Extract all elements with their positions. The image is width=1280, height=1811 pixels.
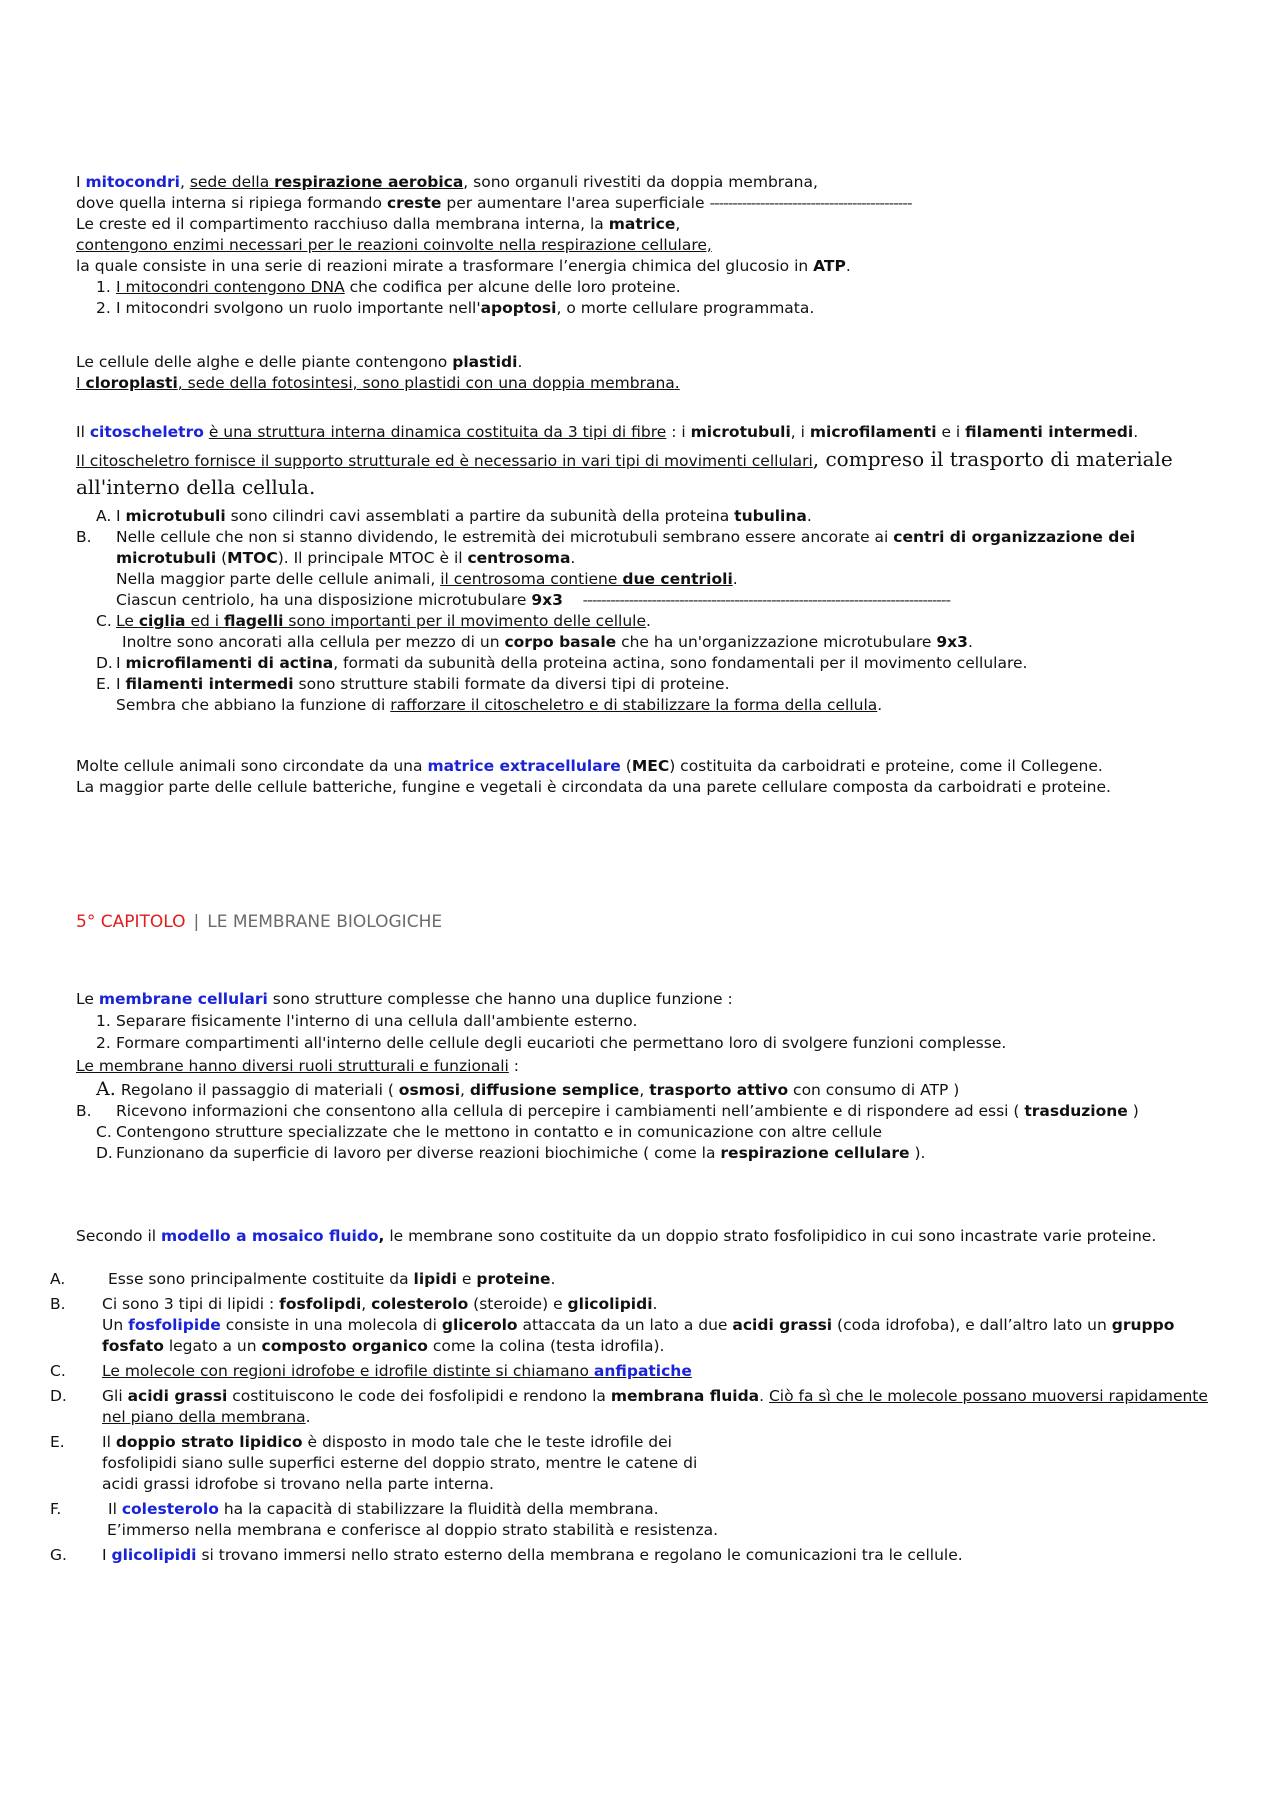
- text: Nella maggior parte delle cellule animali,: [116, 570, 441, 588]
- paragraph: [76, 172, 1216, 193]
- term-microtubuli: microtubuli: [125, 507, 226, 525]
- plastids-section: [76, 352, 1216, 394]
- term-mtoc: MTOC: [227, 549, 278, 567]
- term-fosfolipidi: fosfolipdi: [279, 1295, 362, 1313]
- list-item: [96, 1143, 1216, 1164]
- text: dove quella interna si ripiega formando: [76, 194, 387, 212]
- list-letter: B.: [76, 528, 92, 546]
- list-item: [50, 1386, 1216, 1428]
- paragraph: La maggior parte delle cellule batteriche, fungine e vegetali è circondata da una parete cellulare composta da carboidrati e proteine.: [76, 778, 1111, 796]
- term-membrane-cellulari: membrane cellulari: [98, 990, 268, 1008]
- text: .: [550, 1270, 556, 1288]
- text: .: [845, 257, 851, 275]
- text: consiste in una molecola di: [220, 1316, 442, 1334]
- list-letter: C.: [96, 612, 112, 630]
- term-matrice: matrice: [608, 215, 676, 233]
- term-trasduzione: trasduzione: [1024, 1102, 1128, 1120]
- text: (steroide) e: [468, 1295, 568, 1313]
- list-item-continuation: [96, 695, 1216, 716]
- text: ha la capacità di stabilizzare la fluidità della membrana.: [218, 1500, 659, 1518]
- text: sono importanti per il movimento delle cellule: [283, 612, 647, 630]
- term-colesterolo: colesterolo: [371, 1295, 469, 1313]
- text: I: [102, 1546, 112, 1564]
- text: I: [76, 374, 86, 392]
- text: Ci sono 3 tipi di lipidi :: [102, 1295, 280, 1313]
- text: ).: [909, 1144, 926, 1162]
- text: Le molecole con regioni idrofobe e idrofile distinte si chiamano: [102, 1362, 594, 1380]
- text: I: [116, 675, 126, 693]
- underlined-text: Ciò fa sì che le molecole possano muoversi rapidamente nel piano della membrana: [102, 1387, 1208, 1426]
- list-item-continuation: [96, 569, 1216, 590]
- text: acidi grassi idrofobe si trovano nella parte interna.: [102, 1475, 494, 1493]
- text: Nelle cellule che non si stanno dividendo, le estremità dei microtubuli sembrano essere ancorate ai: [116, 528, 894, 546]
- term-osmosi: osmosi: [398, 1081, 461, 1099]
- term-colesterolo: colesterolo: [121, 1500, 219, 1518]
- list-item: [50, 1361, 1216, 1382]
- list-letter: D.: [96, 654, 113, 672]
- text: ,: [639, 1081, 650, 1099]
- dash-line: --------------------------------------------: [709, 194, 912, 212]
- list-letter: E.: [96, 675, 111, 693]
- list-item: [50, 1545, 1216, 1566]
- list-letter: F.: [50, 1500, 62, 1518]
- term-acidi-grassi: acidi grassi: [127, 1387, 228, 1405]
- list-letter: B.: [76, 1102, 92, 1120]
- text: .: [806, 507, 812, 525]
- underlined-paragraph: [76, 373, 1216, 394]
- term-microfilamenti: microfilamenti: [809, 423, 937, 441]
- membranes-section: [76, 989, 1216, 1164]
- text: sono strutture complesse che hanno una duplice funzione :: [267, 990, 733, 1008]
- text: per aumentare l'area superficiale: [441, 194, 710, 212]
- dash-line: --------------------------------------------------------------------------------: [582, 591, 951, 609]
- term-centrosoma: centrosoma: [467, 549, 571, 567]
- list-item: [50, 1432, 1216, 1495]
- text: .: [967, 633, 973, 651]
- list-number: 2.: [96, 299, 111, 317]
- text: ). Il principale MTOC è il: [277, 549, 468, 567]
- term-fosfolipide: fosfolipide: [128, 1316, 221, 1334]
- underlined-text: Il citoscheletro fornisce il supporto strutturale ed è necessario in vari tipi di movimenti cellulari: [76, 452, 813, 470]
- term-centri-organizzazione: centri di organizzazione dei microtubuli: [116, 528, 1136, 567]
- term-filamenti-intermedi: filamenti intermedi: [125, 675, 294, 693]
- list-letter: C.: [96, 1123, 112, 1141]
- paragraph: [76, 193, 1216, 214]
- list-item: [96, 1010, 1216, 1032]
- list-letter: C.: [50, 1362, 66, 1380]
- term-mec: MEC: [631, 757, 670, 775]
- text: attaccata da un lato a due: [517, 1316, 733, 1334]
- text: e: [456, 1270, 477, 1288]
- underlined-text: Le membrane hanno diversi ruoli strutturali e funzionali: [76, 1057, 509, 1075]
- text: .: [517, 353, 523, 371]
- list-item: [50, 1499, 1216, 1541]
- text: I: [116, 654, 126, 672]
- underlined-paragraph: contengono enzimi necessari per le reazioni coinvolte nella respirazione cellulare,: [76, 236, 712, 254]
- text: (coda idrofoba), e dall’altro lato un: [832, 1316, 1112, 1334]
- list-item: [96, 653, 1216, 674]
- text: sede della: [189, 173, 275, 191]
- text: : i: [666, 423, 691, 441]
- list-item: [96, 277, 1216, 298]
- text: Ciascun centriolo, ha una disposizione microtubulare: [116, 591, 532, 609]
- underlined-text: [116, 612, 646, 630]
- term-lipidi: lipidi: [413, 1270, 457, 1288]
- text: .: [652, 1295, 658, 1313]
- text: Un: [102, 1316, 129, 1334]
- term-respirazione-cellulare: respirazione cellulare: [720, 1144, 910, 1162]
- lettered-list: [76, 1079, 1216, 1164]
- term-ciglia: ciglia: [138, 612, 186, 630]
- text: .: [877, 696, 883, 714]
- text: Secondo il: [76, 1227, 161, 1245]
- text: E’immerso nella membrana e conferisce al doppio strato stabilità e resistenza.: [106, 1521, 719, 1539]
- underlined-text: rafforzare il citoscheletro e di stabilizzare la forma della cellula: [390, 696, 878, 714]
- list-item: [96, 298, 1216, 319]
- text: Le creste ed il compartimento racchiuso dalla membrana interna, la: [76, 215, 609, 233]
- text: Ricevono informazioni che consentono alla cellula di percepire i cambiamenti nell’ambiente e di rispondere ad essi (: [116, 1102, 1025, 1120]
- underlined-text: [440, 570, 733, 588]
- text: Inoltre sono ancorati alla cellula per mezzo di un: [122, 633, 505, 651]
- term-cloroplasti: cloroplasti: [85, 374, 178, 392]
- term-mitocondri: mitocondri: [85, 173, 180, 191]
- paragraph: [76, 214, 1216, 235]
- text: ) costituita da carboidrati e proteine, come il Collegene.: [669, 757, 1103, 775]
- term-due-centrioli: due centrioli: [622, 570, 733, 588]
- list-letter: A.: [96, 1078, 116, 1100]
- list-number: 1.: [96, 1012, 111, 1030]
- lettered-list: [50, 1269, 1216, 1566]
- list-item: [50, 1269, 1216, 1290]
- paragraph: [76, 256, 1216, 277]
- term-gruppo-fosfato: gruppo fosfato: [102, 1316, 1175, 1355]
- text: sono cilindri cavi assemblati a partire da subunità della proteina: [225, 507, 735, 525]
- list-number: 2.: [96, 1034, 111, 1052]
- term-flagelli: flagelli: [223, 612, 284, 630]
- ecm-section: [76, 756, 1216, 798]
- text: , formati da subunità della proteina actina, sono fondamentali per il movimento cellulare.: [333, 654, 1028, 672]
- list-item-continuation: [96, 590, 1216, 611]
- underlined-text: I mitocondri contengono DNA: [116, 278, 345, 296]
- text: ,: [179, 173, 190, 191]
- text: che codifica per alcune delle loro proteine.: [344, 278, 681, 296]
- text: , sede della fotosintesi, sono plastidi con una doppia membrana: [177, 374, 675, 392]
- list-letter: A.: [50, 1270, 66, 1288]
- list-item: [96, 674, 1216, 695]
- list-letter: G.: [50, 1546, 67, 1564]
- list-item: [96, 611, 1216, 632]
- term-plastidi: plastidi: [452, 353, 518, 371]
- text: (: [620, 757, 632, 775]
- list-letter: A.: [96, 507, 112, 525]
- term-glicolipidi: glicolipidi: [111, 1546, 197, 1564]
- term-modello-mosaico-fluido: modello a mosaico fluido: [161, 1227, 379, 1245]
- term-doppio-strato-lipidico: doppio strato lipidico: [115, 1433, 303, 1451]
- underlined-text: è una struttura interna dinamica costituita da 3 tipi di fibre: [208, 423, 667, 441]
- term-anfipatiche: anfipatiche: [593, 1362, 692, 1380]
- paragraph: [76, 756, 1216, 777]
- text: ,: [675, 215, 681, 233]
- underlined-text: [190, 173, 463, 191]
- numbered-list: [76, 277, 1216, 319]
- serif-text: , compreso il trasporto di materiale all'interno della cellula.: [76, 447, 1173, 499]
- term-9x3: 9x3: [936, 633, 968, 651]
- text: ,: [378, 1227, 385, 1245]
- text: Molte cellule animali sono circondate da una: [76, 757, 428, 775]
- text: .: [305, 1408, 311, 1426]
- term-9x3: 9x3: [531, 591, 563, 609]
- chapter-heading: [76, 912, 1216, 933]
- text: ): [1127, 1102, 1139, 1120]
- list-item: [76, 1101, 1216, 1122]
- text: le membrane sono costituite da un doppio strato fosfolipidico in cui sono incastrate varie proteine.: [384, 1227, 1157, 1245]
- text: Le: [76, 990, 99, 1008]
- list-item: [96, 506, 1216, 527]
- term-filamenti-intermedi: filamenti intermedi: [965, 423, 1134, 441]
- text: ,: [460, 1081, 470, 1099]
- text: legato a un: [163, 1337, 262, 1355]
- text: Sembra che abbiano la funzione di: [116, 696, 391, 714]
- term-tubulina: tubulina: [734, 507, 807, 525]
- text: :: [508, 1057, 520, 1075]
- text: , sono organuli rivestiti da doppia membrana,: [463, 173, 818, 191]
- text: Il: [76, 423, 90, 441]
- text: ed i: [185, 612, 224, 630]
- list-letter: D.: [50, 1387, 67, 1405]
- cytoskeleton-section: [76, 422, 1216, 716]
- text: .: [1133, 423, 1139, 441]
- underlined-text: [102, 1362, 692, 1380]
- text: , o morte cellulare programmata.: [556, 299, 815, 317]
- term-atp: ATP: [813, 257, 846, 275]
- paragraph: [76, 1226, 1216, 1247]
- term-proteine: proteine: [476, 1270, 551, 1288]
- paragraph: [76, 446, 1216, 502]
- text: I mitocondri svolgono un ruolo importante nell': [116, 299, 481, 317]
- text: Separare fisicamente l'interno di una cellula dall'ambiente esterno.: [116, 1012, 638, 1030]
- paragraph: [76, 1056, 1216, 1077]
- text: Regolano il passaggio di materiali (: [116, 1081, 399, 1099]
- paragraph: [76, 422, 1216, 443]
- term-membrana-fluida: membrana fluida: [610, 1387, 760, 1405]
- list-letter: E.: [50, 1433, 65, 1451]
- list-letter: D.: [96, 1144, 113, 1162]
- list-item-continuation: [96, 632, 1216, 653]
- paragraph: [76, 352, 1216, 373]
- text: il centrosoma contiene: [440, 570, 623, 588]
- term-corpo-basale: corpo basale: [504, 633, 617, 651]
- text: con consumo di ATP ): [788, 1081, 960, 1099]
- term-apoptosi: apoptosi: [480, 299, 557, 317]
- text: Il: [108, 1500, 122, 1518]
- term-glicolipidi: glicolipidi: [567, 1295, 653, 1313]
- text: Funzionano da superficie di lavoro per diverse reazioni biochimiche ( come la: [116, 1144, 721, 1162]
- term-trasporto-attivo: trasporto attivo: [649, 1081, 789, 1099]
- term-glicerolo: glicerolo: [441, 1316, 518, 1334]
- text: Il: [102, 1433, 116, 1451]
- text: come la colina (testa idrofila).: [427, 1337, 665, 1355]
- list-item: [96, 1122, 1216, 1143]
- fluid-mosaic-section: [50, 1226, 1216, 1566]
- text: Contengono strutture specializzate che le mettono in contatto e in comunicazione con altre cellule: [116, 1123, 883, 1141]
- text: (: [216, 549, 228, 567]
- text: .: [570, 549, 576, 567]
- text: è disposto in modo tale che le teste idrofile dei: [302, 1433, 672, 1451]
- list-item: [76, 527, 1216, 569]
- text: Esse sono principalmente costituite da: [108, 1270, 414, 1288]
- term-microfilamenti-actina: microfilamenti di actina: [125, 654, 334, 672]
- list-number: 1.: [96, 278, 111, 296]
- list-letter: B.: [50, 1295, 66, 1313]
- text: Gli: [102, 1387, 128, 1405]
- text: .: [674, 374, 680, 392]
- term-microtubuli: microtubuli: [690, 423, 791, 441]
- text: e i: [936, 423, 966, 441]
- text: I: [76, 173, 86, 191]
- chapter-title: LE MEMBRANE BIOLOGICHE: [207, 912, 443, 932]
- text: .: [646, 612, 651, 630]
- term-acidi-grassi: acidi grassi: [732, 1316, 833, 1334]
- term-creste: creste: [386, 194, 442, 212]
- text: Formare compartimenti all'interno delle cellule degli eucarioti che permettano loro di svolgere funzioni complesse.: [116, 1034, 1007, 1052]
- text: che ha un'organizzazione microtubulare: [616, 633, 937, 651]
- text: fosfolipidi siano sulle superfici esterne del doppio strato, mentre le catene di: [102, 1454, 698, 1472]
- term-citoscheletro: citoscheletro: [89, 423, 204, 441]
- paragraph: [76, 989, 1216, 1010]
- list-item: [50, 1294, 1216, 1357]
- numbered-list: [76, 1010, 1216, 1054]
- text: I: [116, 507, 126, 525]
- text: Le: [116, 612, 139, 630]
- text: sono strutture stabili formate da diversi tipi di proteine.: [293, 675, 730, 693]
- text: , i: [790, 423, 810, 441]
- text: si trovano immersi nello strato esterno della membrana e regolano le comunicazioni tra le cellule.: [196, 1546, 963, 1564]
- term-matrice-extracellulare: matrice extracellulare: [427, 757, 621, 775]
- chapter-separator: |: [193, 912, 200, 932]
- term-respirazione-aerobica: respirazione aerobica: [274, 173, 464, 191]
- term-composto-organico: composto organico: [261, 1337, 428, 1355]
- text: ,: [361, 1295, 372, 1313]
- term-diffusione-semplice: diffusione semplice: [469, 1081, 640, 1099]
- text: .: [732, 570, 738, 588]
- mitochondria-section: [76, 172, 1216, 319]
- list-item: [96, 1032, 1216, 1054]
- text: la quale consiste in una serie di reazioni mirate a trasformare l’energia chimica del glucosio in: [76, 257, 814, 275]
- list-item: [96, 1079, 1216, 1101]
- text: costituiscono le code dei fosfolipidi e rendono la: [227, 1387, 611, 1405]
- lettered-list: [76, 506, 1216, 716]
- chapter-number: 5° CAPITOLO: [76, 912, 186, 932]
- text: Le cellule delle alghe e delle piante contengono: [76, 353, 453, 371]
- text: .: [759, 1387, 769, 1405]
